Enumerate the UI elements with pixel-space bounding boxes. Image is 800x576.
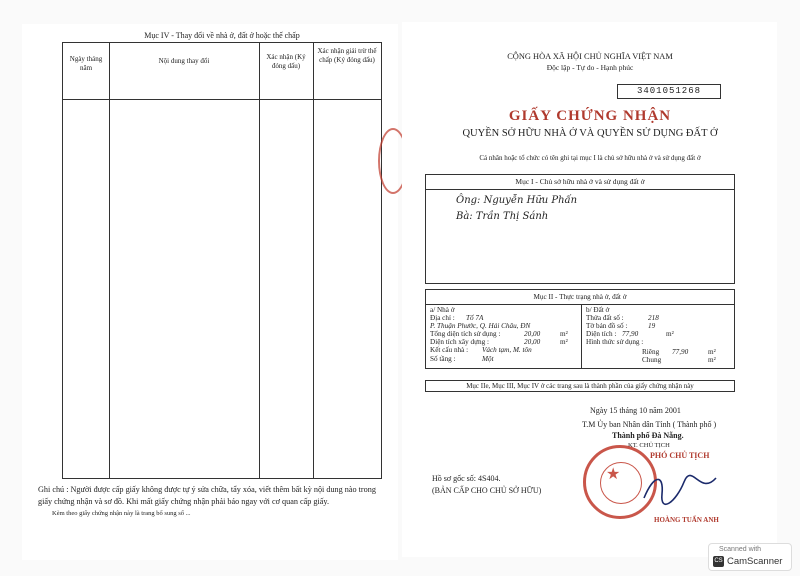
private-label: Riêng <box>642 348 660 356</box>
plot-value: 218 <box>648 314 659 322</box>
property-section <box>425 289 735 369</box>
note-supplement: Kèm theo giấy chứng nhận này là trang bổ sung số ... <box>52 510 191 517</box>
structure-label: Kết cấu nhà : <box>430 346 469 354</box>
owner-2: Bà: Trần Thị Sánh <box>456 211 549 222</box>
authority-line2: Thành phố Đà Nẵng. <box>612 431 684 440</box>
land-label: b/ Đất ở <box>586 306 610 314</box>
national-motto: Độc lập - Tự do - Hạnh phúc <box>546 63 634 72</box>
serial-number: 3401051268 <box>617 84 721 99</box>
owner-1: Ông: Nguyễn Hữu Phấn <box>456 195 578 206</box>
camscanner-watermark <box>708 543 792 571</box>
seal-star-icon: ★ <box>606 466 621 483</box>
area-value: 77,90 <box>622 330 639 338</box>
authority-line1: T.M Ủy ban Nhân dân Tỉnh ( Thành phố ) <box>582 420 717 429</box>
address-line2: P. Thuận Phước, Q. Hải Châu, ĐN <box>430 322 531 330</box>
property-divider <box>581 304 582 368</box>
private-unit: m² <box>708 348 716 356</box>
change-table <box>62 42 382 479</box>
area-unit: m² <box>666 330 674 338</box>
shared-label: Chung <box>642 356 662 364</box>
certificate-intro: Cá nhân hoặc tổ chức có tên ghi tại mục I là chủ sở hữu nhà ở và sử dụng đất ở <box>479 154 701 162</box>
usable-area-label: Tổng diện tích sử dụng : <box>430 330 501 338</box>
signer-name: HOÀNG TUẤN ANH <box>654 516 719 524</box>
address-value: Tổ 7A <box>466 314 484 322</box>
certificate-title: GIẤY CHỨNG NHẬN <box>508 108 672 124</box>
built-area-unit: m² <box>560 338 568 346</box>
national-header: CỘNG HÒA XÃ HỘI CHỦ NGHĨA VIỆT NAM <box>507 52 673 61</box>
header-mortgage-release: Xác nhận giải trừ thế chấp (Ký đóng dấu) <box>317 47 377 64</box>
shared-unit: m² <box>708 356 716 364</box>
file-number: Hồ sơ gốc số: 4S404. <box>432 474 501 483</box>
owner-section-heading: Mục I - Chủ sở hữu nhà ở và sử dụng đất ở <box>426 175 734 190</box>
house-label: a/ Nhà ở <box>430 306 455 314</box>
continuation-note: Mục IIe, Mục III, Mục IV ở các trang sau là thành phần của giấy chứng nhận này <box>425 380 735 392</box>
usable-area-unit: m² <box>560 330 568 338</box>
camscanner-logo-icon: CS <box>713 556 724 567</box>
structure-value: Vách tạm, M. tôn <box>482 346 532 354</box>
certificate-subtitle: QUYỀN SỞ HỮU NHÀ Ở VÀ QUYỀN SỬ DỤNG ĐẤT Ở <box>462 128 718 139</box>
use-form-label: Hình thức sử dụng : <box>586 338 644 346</box>
map-value: 19 <box>648 322 656 330</box>
header-date: Ngày tháng năm <box>69 55 103 72</box>
property-section-heading: Mục II - Thực trạng nhà ở, đất ở <box>426 290 734 305</box>
built-area-value: 20,00 <box>524 338 541 346</box>
issue-date: Ngày 15 tháng 10 năm 2001 <box>590 406 681 415</box>
watermark-line1: Scanned with <box>719 546 762 553</box>
header-content: Nội dung thay đổi <box>158 57 210 65</box>
col-confirm <box>63 43 314 478</box>
plot-label: Thửa đất số : <box>586 314 624 322</box>
address-label: Địa chỉ : <box>430 314 455 322</box>
area-label: Diện tích : <box>586 330 617 338</box>
usable-area-value: 20,00 <box>524 330 541 338</box>
note-text: Ghi chú : Người được cấp giấy không được tự ý sửa chữa, tẩy xóa, viết thêm bất kỳ nội dung nào trong giấy chứng nhận và sơ đồ. Khi mất giấy chứng nhận phải báo ngay với cơ quan cấp giấy. <box>38 485 376 506</box>
built-area-label: Diện tích xây dựng : <box>430 338 489 346</box>
private-value: 77,90 <box>672 348 689 356</box>
owner-section <box>425 174 735 284</box>
authority-line3: KT. CHỦ TỊCH <box>628 442 670 449</box>
header-confirm: Xác nhận (Ký đóng dấu) <box>266 53 306 70</box>
floors-value: Một <box>482 355 494 363</box>
copy-note: (BẢN CẤP CHO CHỦ SỞ HỮU) <box>432 486 542 495</box>
authority-line4: PHÓ CHỦ TỊCH <box>650 451 710 460</box>
floors-label: Số tầng : <box>430 355 456 363</box>
signature-icon <box>640 468 720 508</box>
left-page-title: Mục IV - Thay đổi về nhà ở, đất ở hoặc thế chấp <box>144 31 300 40</box>
watermark-line2: CamScanner <box>727 556 783 567</box>
map-label: Tờ bản đồ số : <box>586 322 628 330</box>
